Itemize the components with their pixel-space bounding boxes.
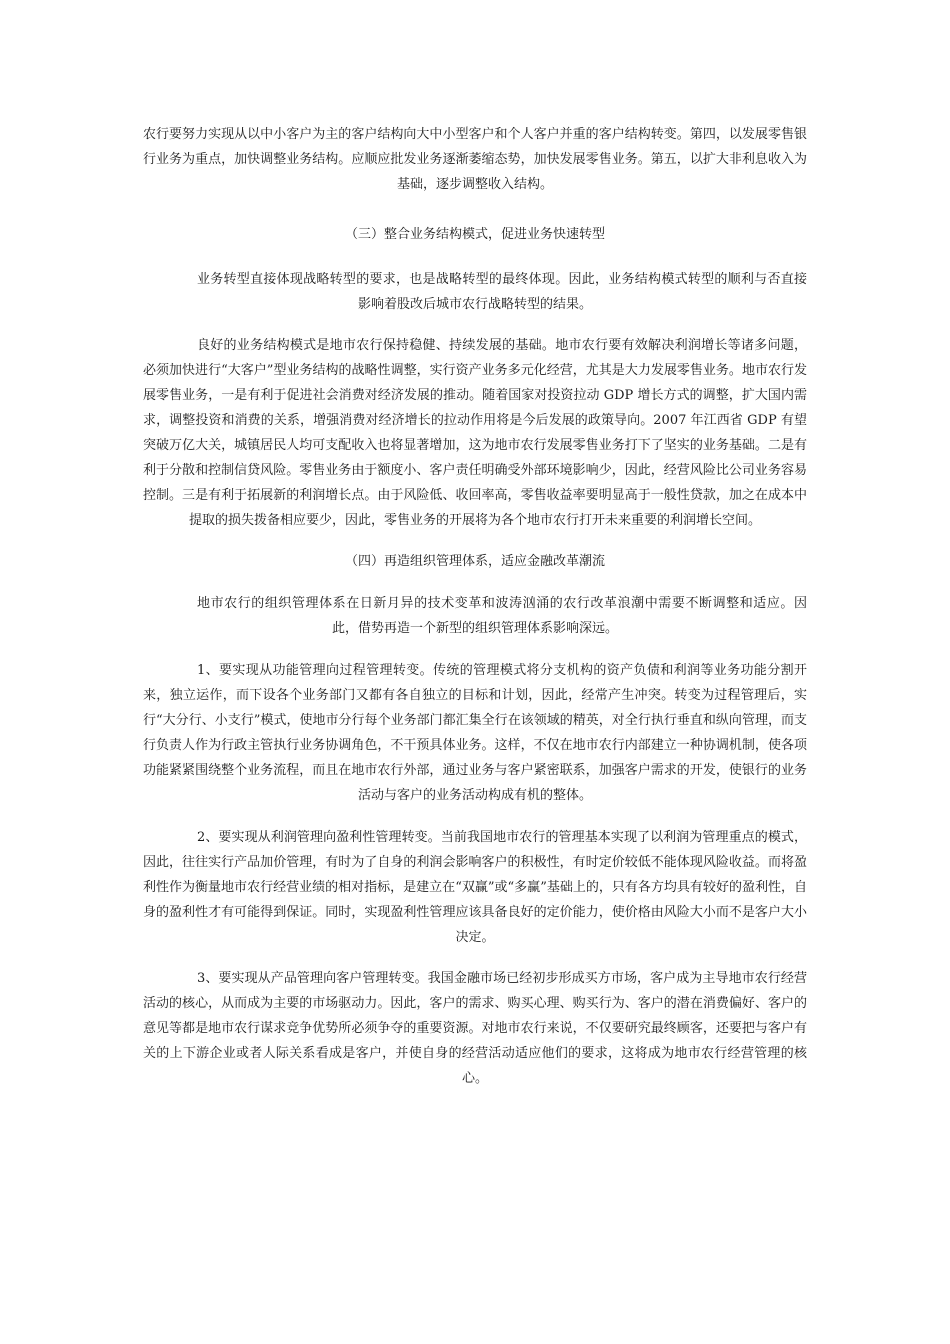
paragraph-organization-system: 地市农行的组织管理体系在日新月异的技术变革和波涛汹涌的农行改革浪潮中需要不断调整和适应。因此，借势再造一个新型的组织管理体系影响深远。 [197, 596, 807, 636]
paragraph-business-transformation: 业务转型直接体现战略转型的要求，也是战略转型的最终体现。因此，业务结构模式转型的顺利与否直接影响着股改后城市农行战略转型的结果。 [197, 272, 807, 312]
paragraph-customer-management: 3、要实现从产品管理向客户管理转变。我国金融市场已经初步形成买方市场，客户成为主导地市农行经营活动的核心，从而成为主要的市场驱动力。因此，客户的需求、购买心理、购买行为、客户的潜在消费偏好、客户的意见等都是地市农行谋求竞争优势所必须争夺的重要资源。对地市农行来说，不仅要研究最终顾客，还要把与客户有关的上下游企业或者人际关系看成是客户，并使自身的经营活动适应他们的要求，这将成为地市农行经营管理的核心。 [143, 971, 807, 1086]
paragraph-profitability-management: 2、要实现从利润管理向盈利性管理转变。当前我国地市农行的管理基本实现了以利润为管理重点的模式，因此，往往实行产品加价管理，有时为了自身的利润会影响客户的积极性，有时定价较低不能体现风险收益。而将盈利性作为衡量地市农行经营业绩的相对指标，是建立在“双赢”或“多赢”基础上的，只有各方均具有较好的盈利性，自身的盈利性才有可能得到保证。同时，实现盈利性管理应该具备良好的定价能力，使价格由风险大小而不是客户大小决定。 [143, 830, 807, 945]
section-heading-3: （三）整合业务结构模式，促进业务快速转型 [344, 227, 605, 242]
paragraph-client-structure: 农行要努力实现从以中小客户为主的客户结构向大中小型客户和个人客户并重的客户结构转变。第四，以发展零售银行业务为重点，加快调整业务结构。应顺应批发业务逐渐萎缩态势，加快发展零售业务。第五，以扩大非利息收入为基础，逐步调整收入结构。 [143, 127, 807, 192]
paragraph-process-management: 1、要实现从功能管理向过程管理转变。传统的管理模式将分支机构的资产负债和利润等业务功能分割开来，独立运作，而下设各个业务部门又都有各自独立的目标和计划，因此，经常产生冲突。转变为过程管理后，实行“大分行、小支行”模式，使地市分行每个业务部门都汇集全行在该领域的精英，对全行执行垂直和纵向管理，而支行负责人作为行政主管执行业务协调角色，不干预具体业务。这样，不仅在地市农行内部建立一种协调机制，使各项功能紧紧围绕整个业务流程，而且在地市农行外部，通过业务与客户紧密联系，加强客户需求的开发，使银行的业务活动与客户的业务活动构成有机的整体。 [143, 663, 807, 803]
document-body [143, 122, 807, 1091]
section-heading-4: （四）再造组织管理体系，适应金融改革潮流 [344, 554, 605, 569]
paragraph-retail-business: 良好的业务结构模式是地市农行保持稳健、持续发展的基础。地市农行要有效解决利润增长等诸多问题，必须加快进行“大客户”型业务结构的战略性调整，实行资产业务多元化经营，尤其是大力发展零售业务。地市农行发展零售业务，一是有利于促进社会消费对经济发展的推动。随着国家对投资拉动 GDP 增长方式的调整，扩大国内需求，调整投资和消费的关系，增强消费对经济增长的拉动作用将是今后发展的政策导向。2007 年江西省 GDP 有望突破万亿大关，城镇居民人均可支配收入也将显著增加，这为地市农行发展零售业务打下了坚实的业务基础。二是有利于分散和控制信贷风险。零售业务由于额度小、客户责任明确受外部环境影响少，因此，经营风险比公司业务容易控制。三是有利于拓展新的利润增长点。由于风险低、收回率高，零售收益率要明显高于一般性贷款，加之在成本中提取的损失拨备相应要少，因此，零售业务的开展将为各个地市农行打开未来重要的利润增长空间。 [143, 338, 807, 528]
